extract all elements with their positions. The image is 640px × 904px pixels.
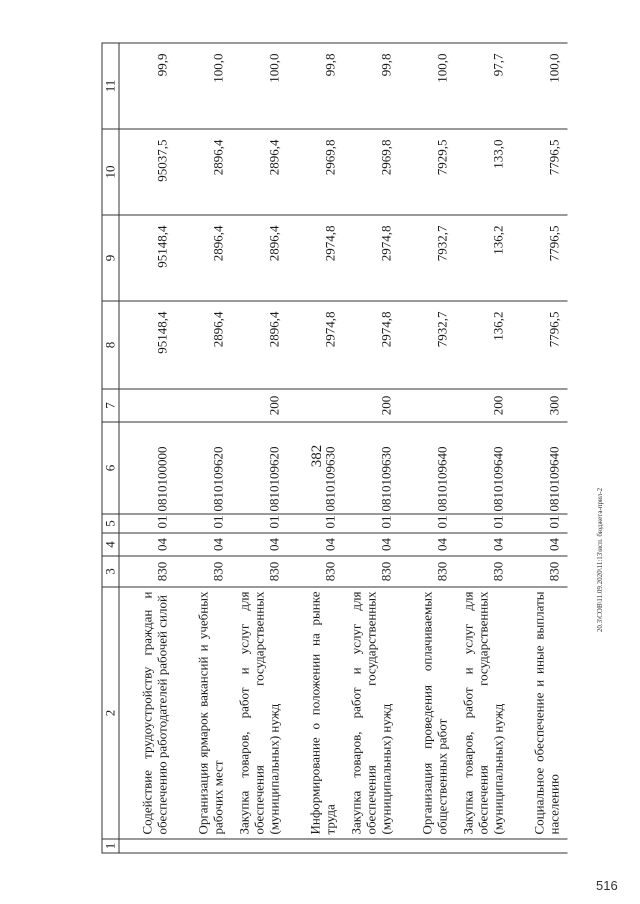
row-value-col10: 7929,5	[399, 129, 455, 215]
row-value-col8: 95148,4	[119, 301, 175, 389]
row-value-col11: 100,0	[231, 43, 287, 129]
row-subsection-code: 01	[287, 514, 343, 533]
row-expense-type: 200	[343, 389, 399, 422]
row-ministry-code: 830	[287, 556, 343, 587]
table-row	[511, 43, 567, 853]
row-expense-type	[287, 389, 343, 422]
table-row	[343, 43, 399, 853]
row-name: Закупка товаров, работ и услуг для обеспечения государственных (муниципальных) нужд	[455, 587, 511, 839]
row-name: Организация ярмарок вакансий и учебных рабочих мест	[175, 587, 231, 839]
row-expense-type	[119, 389, 175, 422]
row-value-col11: 97,7	[455, 43, 511, 129]
row-section-code: 04	[343, 533, 399, 556]
row-ministry-code: 830	[231, 556, 287, 587]
budget-table-container	[101, 43, 566, 853]
header-col-2: 2	[102, 587, 119, 839]
header-col-3: 3	[102, 556, 119, 587]
row-index-cell	[455, 839, 511, 853]
row-subsection-code: 01	[343, 514, 399, 533]
row-value-col8: 7796,5	[511, 301, 567, 389]
row-value-col9: 136,2	[455, 215, 511, 301]
row-ministry-code: 830	[343, 556, 399, 587]
row-ministry-code: 830	[119, 556, 175, 587]
row-subsection-code: 01	[511, 514, 567, 533]
row-index-cell	[343, 839, 399, 853]
table-row	[231, 43, 287, 853]
row-target-article: 0810109640	[511, 422, 567, 514]
row-index-cell	[399, 839, 455, 853]
row-value-col9: 7932,7	[399, 215, 455, 301]
row-target-article: 0810109620	[175, 422, 231, 514]
row-value-col11: 100,0	[175, 43, 231, 129]
header-col-8: 8	[102, 301, 119, 389]
header-col-11: 11	[102, 43, 119, 129]
row-value-col10: 2969,8	[343, 129, 399, 215]
row-value-col9: 2974,8	[343, 215, 399, 301]
row-value-col11: 100,0	[511, 43, 567, 129]
row-index-cell	[231, 839, 287, 853]
row-target-article: 0810100000	[119, 422, 175, 514]
row-subsection-code: 01	[175, 514, 231, 533]
row-value-col8: 2974,8	[343, 301, 399, 389]
header-row	[102, 43, 119, 853]
row-value-col11: 99,8	[343, 43, 399, 129]
header-col-10: 10	[102, 129, 119, 215]
file-stamp-text: 20.3\СОВ\11.09.2020\11:13\исп. бюджета-прил-2	[596, 487, 604, 633]
table-row	[175, 43, 231, 853]
row-subsection-code: 01	[455, 514, 511, 533]
table-row	[399, 43, 455, 853]
row-ministry-code: 830	[399, 556, 455, 587]
row-value-col10: 7796,5	[511, 129, 567, 215]
row-section-code: 04	[231, 533, 287, 556]
row-value-col9: 2974,8	[287, 215, 343, 301]
row-section-code: 04	[399, 533, 455, 556]
row-value-col10: 2896,4	[175, 129, 231, 215]
row-value-col11: 99,8	[287, 43, 343, 129]
row-expense-type	[175, 389, 231, 422]
row-section-code: 04	[455, 533, 511, 556]
row-expense-type: 300	[511, 389, 567, 422]
row-ministry-code: 830	[175, 556, 231, 587]
row-name: Содействие трудоустройству граждан и обеспечению работодателей рабочей силой	[119, 587, 175, 839]
row-subsection-code: 01	[119, 514, 175, 533]
row-value-col8: 2896,4	[175, 301, 231, 389]
row-section-code: 04	[287, 533, 343, 556]
budget-table	[101, 42, 567, 853]
row-subsection-code: 01	[399, 514, 455, 533]
row-index-cell	[511, 839, 567, 853]
row-value-col10: 95037,5	[119, 129, 175, 215]
row-value-col10: 133,0	[455, 129, 511, 215]
table-row	[455, 43, 511, 853]
row-index-cell	[287, 839, 343, 853]
header-col-5: 5	[102, 514, 119, 533]
row-name: Закупка товаров, работ и услуг для обеспечения государственных (муниципальных) нужд	[343, 587, 399, 839]
header-col-6: 6	[102, 422, 119, 514]
header-col-4: 4	[102, 533, 119, 556]
row-target-article: 0810109640	[455, 422, 511, 514]
row-ministry-code: 830	[455, 556, 511, 587]
row-expense-type	[399, 389, 455, 422]
row-name: Организация проведения оплачиваемых общественных работ	[399, 587, 455, 839]
row-section-code: 04	[175, 533, 231, 556]
row-value-col9: 7796,5	[511, 215, 567, 301]
row-name: Социальное обеспечение и иные выплаты населению	[511, 587, 567, 839]
row-value-col11: 100,0	[399, 43, 455, 129]
row-value-col8: 2974,8	[287, 301, 343, 389]
row-value-col9: 2896,4	[231, 215, 287, 301]
row-value-col9: 95148,4	[119, 215, 175, 301]
row-name: Информирование о положении на рынке труда	[287, 587, 343, 839]
page-number: 382	[308, 444, 325, 468]
row-value-col10: 2969,8	[287, 129, 343, 215]
sheet-number: 516	[596, 878, 618, 893]
row-value-col8: 136,2	[455, 301, 511, 389]
row-index-cell	[119, 839, 175, 853]
row-value-col8: 7932,7	[399, 301, 455, 389]
row-value-col8: 2896,4	[231, 301, 287, 389]
header-col-9: 9	[102, 215, 119, 301]
row-index-cell	[175, 839, 231, 853]
row-subsection-code: 01	[231, 514, 287, 533]
table-row	[119, 43, 175, 853]
header-col-7: 7	[102, 389, 119, 422]
row-value-col9: 2896,4	[175, 215, 231, 301]
row-target-article: 0810109620	[231, 422, 287, 514]
row-section-code: 04	[511, 533, 567, 556]
header-col-1: 1	[102, 839, 119, 853]
row-target-article: 0810109640	[399, 422, 455, 514]
table-row	[287, 43, 343, 853]
row-expense-type: 200	[455, 389, 511, 422]
row-expense-type: 200	[231, 389, 287, 422]
row-target-article: 0810109630	[343, 422, 399, 514]
row-ministry-code: 830	[511, 556, 567, 587]
row-name: Закупка товаров, работ и услуг для обеспечения государственных (муниципальных) нужд	[231, 587, 287, 839]
row-section-code: 04	[119, 533, 175, 556]
row-value-col11: 99,9	[119, 43, 175, 129]
row-value-col10: 2896,4	[231, 129, 287, 215]
row-target-article: 0810109630	[287, 422, 343, 514]
